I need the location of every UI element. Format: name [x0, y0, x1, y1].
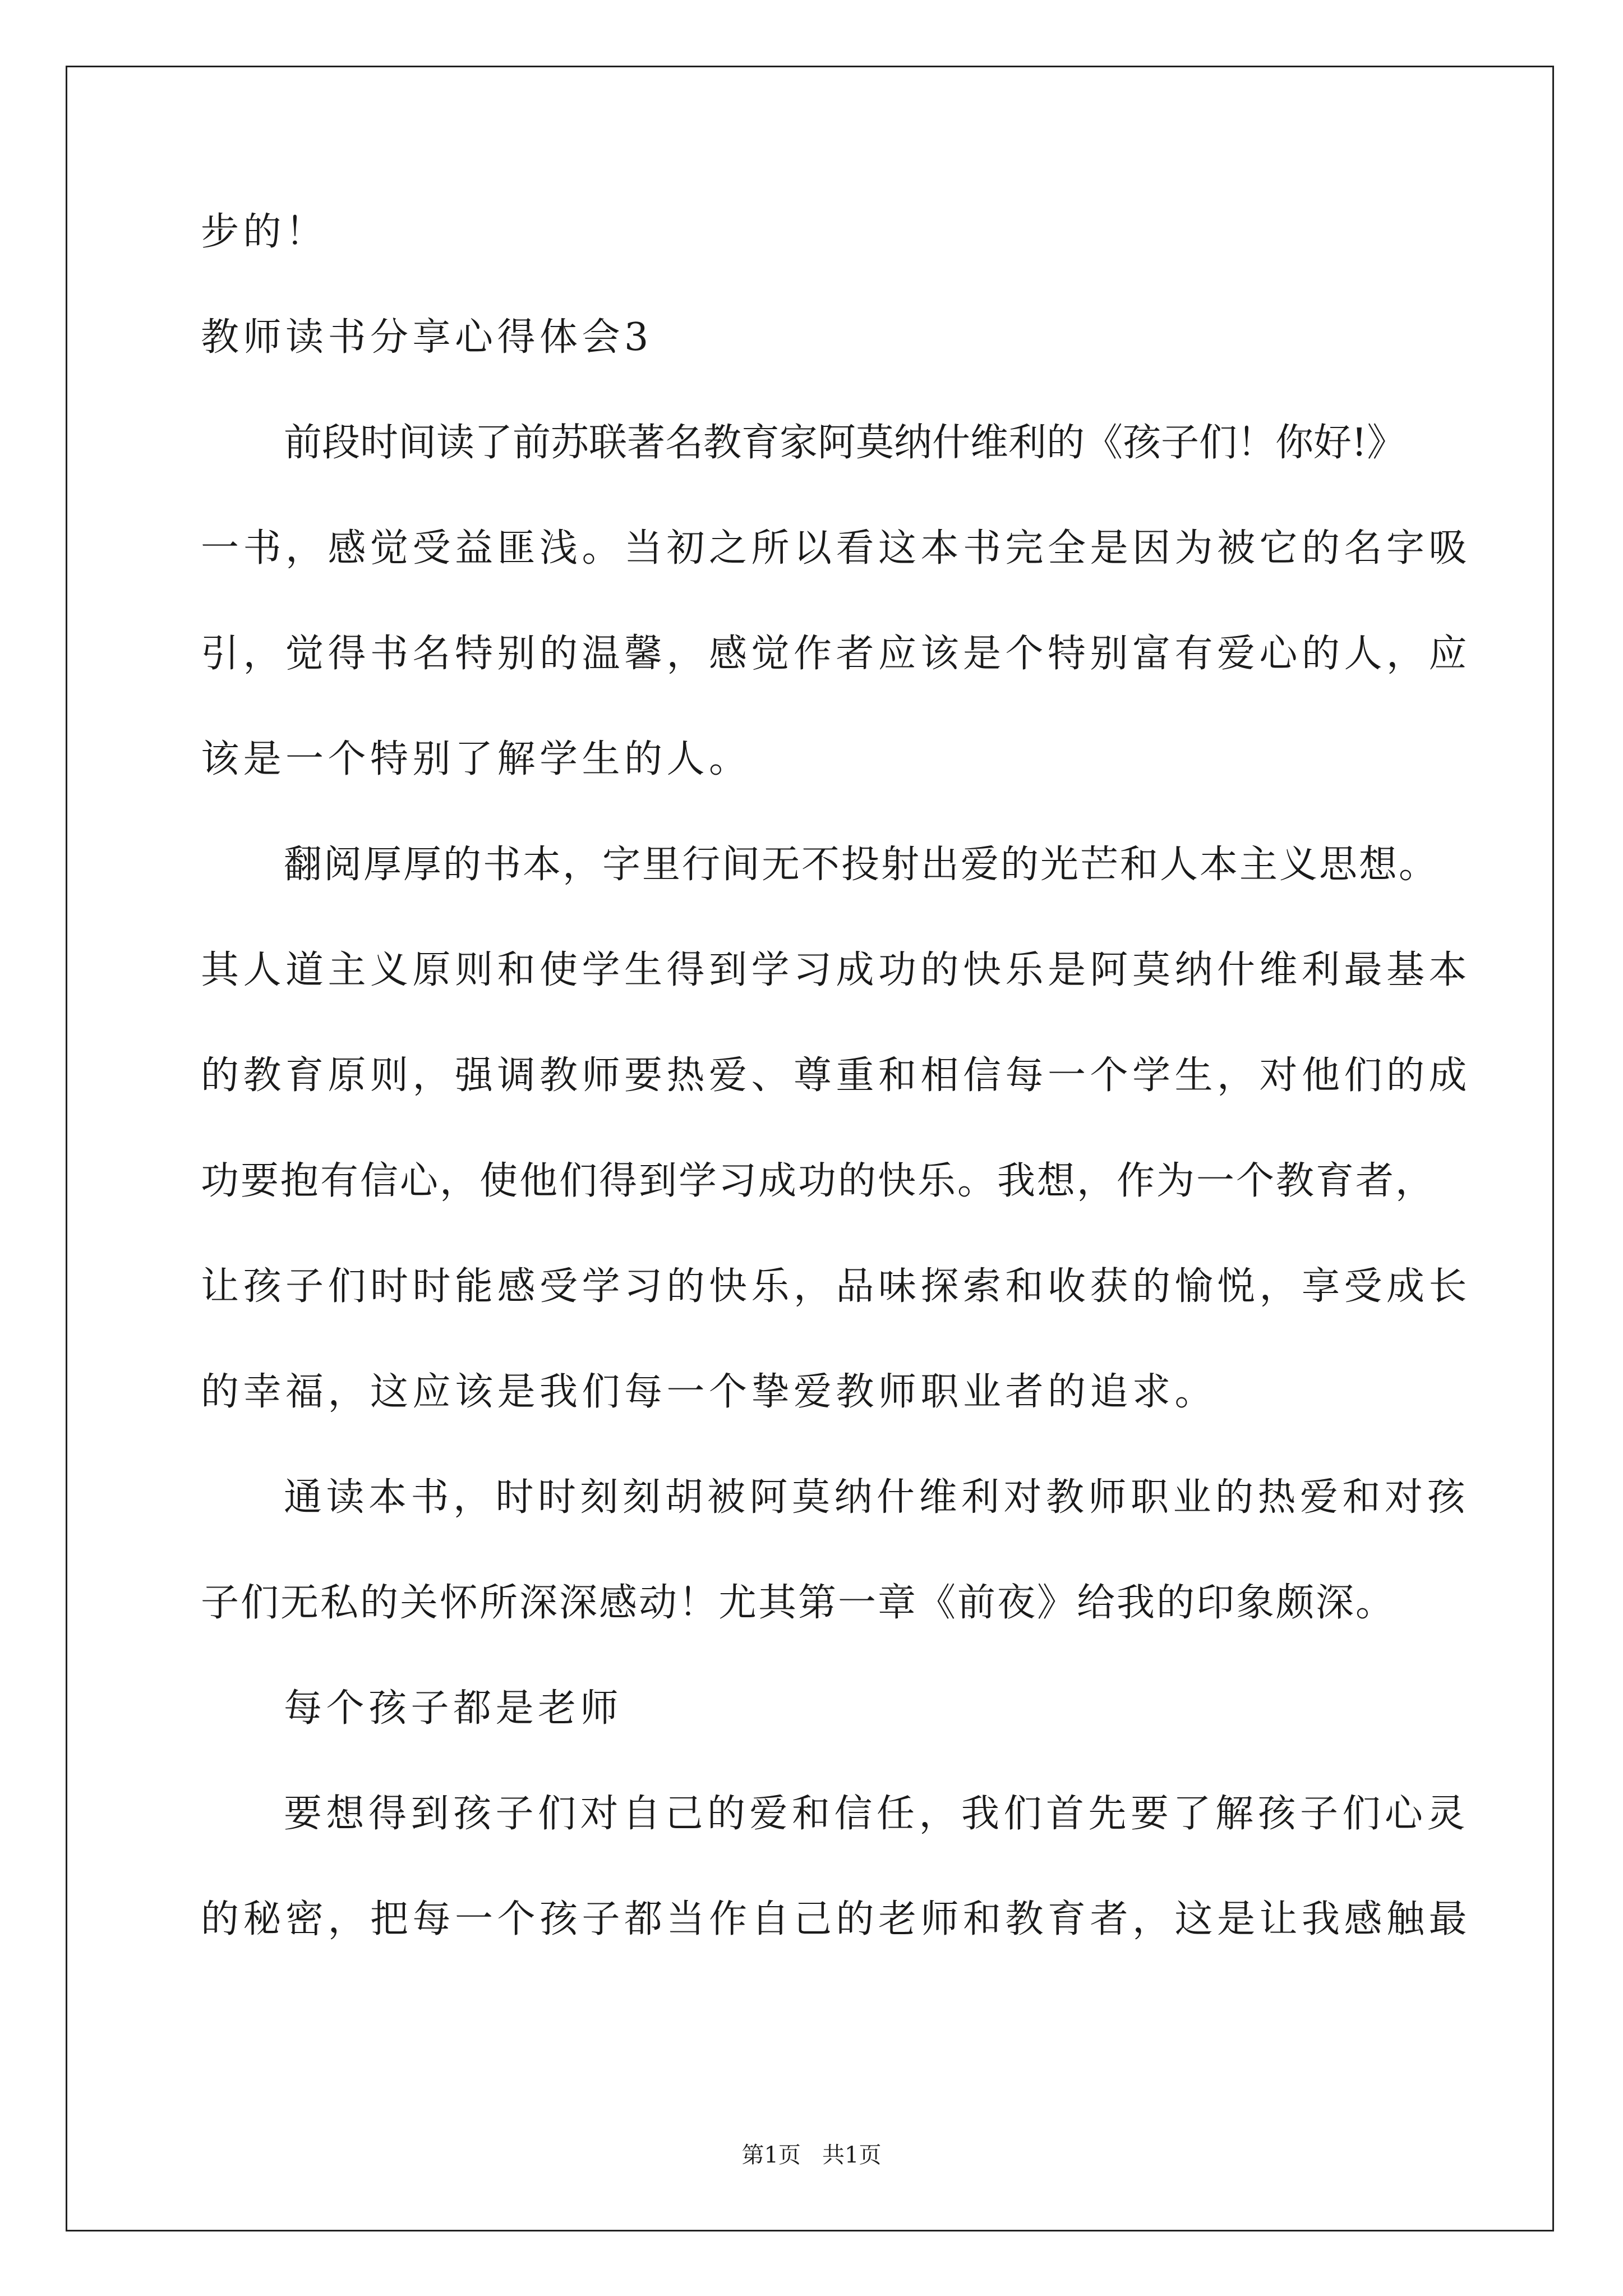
- section-heading: 教师读书分享心得体会3: [201, 315, 653, 360]
- text-line-3: 前段时间读了前苏联著名教育家阿莫纳什维利的《孩子们！你好!》: [284, 421, 1405, 465]
- text-line-6: 该是一个特别了解学生的人。: [201, 737, 751, 781]
- text-line-8: 其人道主义原则和使学生得到学习成功的快乐是阿莫纳什维利最基本: [201, 948, 1472, 992]
- text-line-9: 的教育原则，强调教师要热爱、尊重和相信每一个学生，对他们的成: [201, 1053, 1472, 1098]
- text-line-16: 要想得到孩子们对自己的爱和信任，我们首先要了解孩子们心灵: [284, 1792, 1470, 1836]
- text-line-12: 的幸福，这应该是我们每一个挚爱教师职业者的追求。: [201, 1370, 1218, 1414]
- text-line-1: 步的！: [201, 210, 328, 254]
- text-line-10: 功要抱有信心，使他们得到学习成功的快乐。我想，作为一个教育者，: [201, 1159, 1436, 1203]
- text-line-4: 一书，感觉受益匪浅。当初之所以看这本书完全是因为被它的名字吸: [201, 526, 1472, 570]
- text-line-17: 的秘密，把每一个孩子都当作自己的老师和教育者，这是让我感触最: [201, 1897, 1472, 1941]
- text-line-5: 引，觉得书名特别的温馨，感觉作者应该是个特别富有爱心的人，应: [201, 632, 1472, 676]
- text-line-13: 通读本书，时时刻刻胡被阿莫纳什维利对教师职业的热爱和对孩: [284, 1475, 1470, 1520]
- text-line-11: 让孩子们时时能感受学习的快乐，品味探索和收获的愉悦，享受成长: [201, 1264, 1472, 1309]
- subheading: 每个孩子都是老师: [284, 1686, 623, 1731]
- page-number-footer: 第1页 共1页: [741, 2142, 882, 2168]
- text-line-14: 子们无私的关怀所深深感动！尤其第一章《前夜》给我的印象颇深。: [201, 1581, 1396, 1625]
- text-line-7: 翻阅厚厚的书本，字里行间无不投射出爱的光芒和人本主义思想。: [284, 843, 1439, 887]
